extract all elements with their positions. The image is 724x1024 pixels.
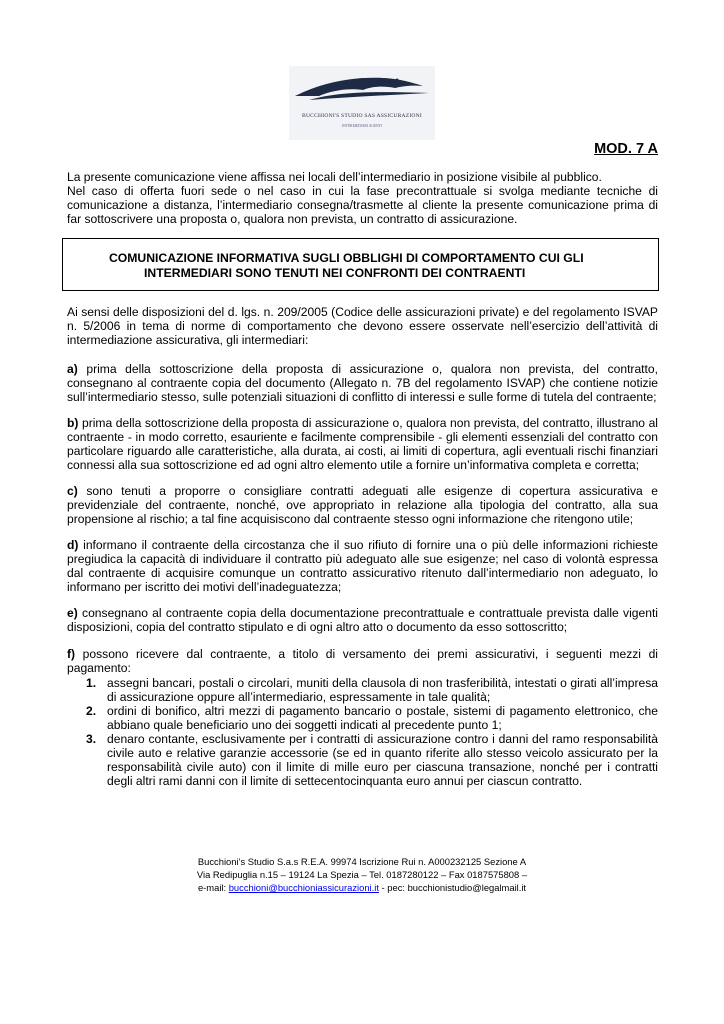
footer-line-1: Bucchioni’s Studio S.a.s R.E.A. 99974 Iscrizione Rui n. A000232125 Sezione A bbox=[197, 856, 527, 867]
logo-subtitle: INTERMEDIARI AGENTI bbox=[341, 124, 383, 128]
item-text: possono ricevere dal contraente, a titolo di versamento dei premi assicurativi, i seguenti mezzi di pagamento: bbox=[67, 647, 658, 675]
list-item-number: 2. bbox=[86, 704, 97, 718]
footer-line-3 bbox=[0, 881, 724, 894]
list-item bbox=[67, 732, 658, 788]
list-item-number: 1. bbox=[86, 676, 97, 690]
item-text: prima della sottoscrizione della proposta di assicurazione o, qualora non prevista, del contratto, consegnano al contraente copia del documento (Allegato n. 7B del regolamento ISVAP) che contiene notizie sull’intermediario stesso, sulle potenziali situazioni di conflitto di interessi e sulle forme di tutela del contraente; bbox=[67, 362, 658, 404]
list-item-number: 3. bbox=[86, 732, 97, 746]
obligation-item-d bbox=[67, 538, 658, 594]
item-letter: d) bbox=[67, 538, 79, 552]
box-title-line-1: COMUNICAZIONE INFORMATIVA SUGLI OBBLIGHI DI COMPORTAMENTO CUI GLI bbox=[109, 251, 584, 265]
item-letter: e) bbox=[67, 606, 78, 620]
form-code: MOD. 7 A bbox=[594, 141, 658, 157]
item-text: prima della sottoscrizione della proposta di assicurazione o, qualora non prevista, del contratto, illustrano al contraente - in modo corretto, esauriente e facilmente comprensibile - gli elementi essenziali del contratto con particolare riguardo alle caratteristiche, alla durata, ai costi, ai limiti di copertura, agli eventuali rischi finanziari connessi alla sua sottoscrizione ed ad ogni altro elemento utile a fornire un’informativa completa e corretta; bbox=[67, 416, 658, 472]
company-logo bbox=[289, 66, 435, 140]
intro-paragraph-1: La presente comunicazione viene affissa nei locali dell’intermediario in posizione visibile al pubblico. bbox=[67, 170, 602, 184]
box-title-line-2: INTERMEDIARI SONO TENUTI NEI CONFRONTI DEI CONTRAENTI bbox=[144, 266, 526, 280]
intro-text bbox=[67, 170, 658, 226]
intro-paragraph-2: Nel caso di offerta fuori sede o nel caso in cui la fase precontrattuale si svolga mediante tecniche di comunicazione a distanza, l’intermediario consegna/trasmette al cliente la presente comunicazione prima di far sottoscrivere una proposta o, qualora non prevista, un contratto di assicurazione. bbox=[67, 184, 658, 226]
logo-title: BUCCHIONI'S STUDIO SAS ASSICURAZIONI bbox=[302, 113, 422, 119]
payment-methods-list bbox=[67, 676, 658, 788]
item-letter: f) bbox=[67, 647, 76, 661]
obligation-item-c bbox=[67, 484, 658, 526]
list-item-text: denaro contante, esclusivamente per i contratti di assicurazione contro i danni del ramo responsabilità civile auto e relative garanzie accessorie (se ed in quanto riferite allo stesso veicolo assicurato per la responsabilità civile auto) con il limite di mille euro per ciascuna transazione, nonché per i contratti degli altri rami danni con il limite di settecentocinquanta euro annui per ciascun contratto. bbox=[107, 732, 658, 788]
box-title bbox=[109, 251, 629, 281]
item-letter: c) bbox=[67, 484, 78, 498]
pec-text: - pec: bucchionistudio@legalmail.it bbox=[378, 882, 527, 893]
list-item-text: ordini di bonifico, altri mezzi di pagamento bancario o postale, sistemi di pagamento elettronico, che abbiano quale beneficiario uno dei soggetti indicati al precedente punto 1; bbox=[107, 704, 658, 732]
item-text: consegnano al contraente copia della documentazione precontrattuale e contrattuale prevista dalle vigenti disposizioni, copia del contratto stipulato e di ogni altro atto o documento da esso sottoscritto; bbox=[67, 606, 658, 634]
item-text: informano il contraente della circostanza che il suo rifiuto di fornire una o più delle informazioni richieste pregiudica la capacità di individuare il contratto più adeguato alle sue esigenze; nel caso di volontà espressa dal contraente di acquisire comunque un contratto assicurativo ritenuto dall’intermediario non adeguato, lo informano per iscritto dei motivi dell’inadeguatezza; bbox=[67, 538, 658, 594]
lead-paragraph: Ai sensi delle disposizioni del d. lgs. n. 209/2005 (Codice delle assicurazioni private) e del regolamento ISVAP n. 5/2006 in tema di norme di comportamento che devono essere osservate nell’esercizio dell’attività di intermediazione assicurativa, gli intermediari: bbox=[67, 305, 658, 347]
email-link[interactable]: bucchioni@bucchioniassicurazioni.it bbox=[228, 882, 379, 893]
title-box bbox=[62, 238, 659, 291]
obligation-item-a bbox=[67, 362, 658, 404]
car-silhouette-icon bbox=[289, 66, 435, 112]
obligation-item-b bbox=[67, 416, 658, 472]
list-item bbox=[67, 676, 658, 704]
page-footer bbox=[0, 855, 724, 894]
item-text: sono tenuti a proporre o consigliare contratti adeguati alle esigenze di copertura assicurativa e previdenziale del contraente, nonché, ove appropriato in relazione alla tipologia del contratto, alla sua propensione al rischio; a tal fine acquisiscono dal contraente stesso ogni informazione che ritengono utile; bbox=[67, 484, 658, 526]
obligation-item-e bbox=[67, 606, 658, 634]
email-label: e-mail: bbox=[197, 882, 229, 893]
list-item bbox=[67, 704, 658, 732]
obligation-item-f bbox=[67, 647, 658, 675]
item-letter: b) bbox=[67, 416, 79, 430]
footer-line-2: Via Redipuglia n.15 – 19124 La Spezia – Tel. 0187280122 – Fax 0187575808 – bbox=[196, 869, 528, 880]
item-letter: a) bbox=[67, 362, 78, 376]
list-item-text: assegni bancari, postali o circolari, muniti della clausola di non trasferibilità, intestati o girati all’impresa di assicurazione oppure all’intermediario, espressamente in tale qualità; bbox=[107, 676, 658, 704]
